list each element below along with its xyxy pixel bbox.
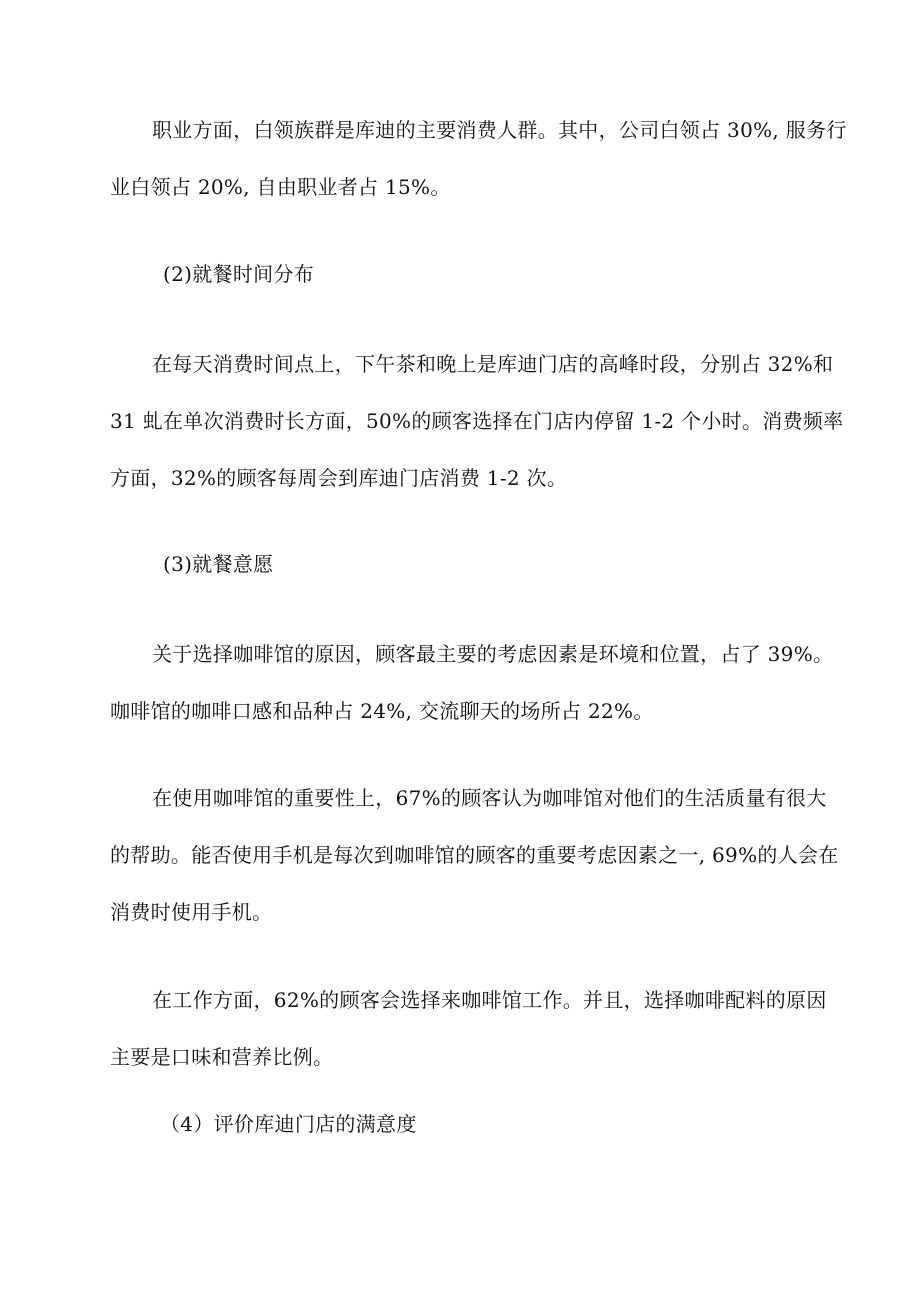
text-line: 方面，32%的顾客每周会到库迪门店消费 1-2 次。 [110,466,568,490]
paragraph-dining-time [110,336,844,507]
section-heading-dining-intent: (3)就餐意愿 [163,552,274,576]
paragraph-occupation [110,102,847,216]
section-heading-satisfaction: （4）评价库迪门店的满意度 [160,1112,417,1136]
paragraph-work [110,972,827,1086]
text-line: 在使用咖啡馆的重要性上，67%的顾客认为咖啡馆对他们的生活质量有很大 [152,786,827,810]
paragraph-importance [110,770,839,941]
text-line: 职业方面，白领族群是库迪的主要消费人群。其中，公司白领占 30%, 服务行 [152,118,847,142]
text-line: 的帮助。能否使用手机是每次到咖啡馆的顾客的重要考虑因素之一, 69%的人会在 [110,843,839,867]
text-line: 主要是口味和营养比例。 [110,1045,334,1069]
text-line: 消费时使用手机。 [110,900,273,924]
text-line: 在工作方面，62%的顾客会选择来咖啡馆工作。并且，选择咖啡配料的原因 [152,988,827,1012]
text-line: 业白领占 20%, 自由职业者占 15%。 [110,175,451,199]
paragraph-reasons [110,626,834,740]
text-line: 咖啡馆的咖啡口感和品种占 24%, 交流聊天的场所占 22%。 [110,699,654,723]
section-heading-dining-time: (2)就餐时间分布 [163,262,315,286]
text-line: 关于选择咖啡馆的原因，顾客最主要的考虑因素是环境和位置，占了 39%。 [152,642,834,666]
text-line: 在每天消费时间点上，下午茶和晚上是库迪门店的高峰时段，分别占 32%和 [152,352,834,376]
text-line: 31 虬在单次消费时长方面，50%的顾客选择在门店内停留 1-2 个小时。消费频率 [110,409,844,433]
